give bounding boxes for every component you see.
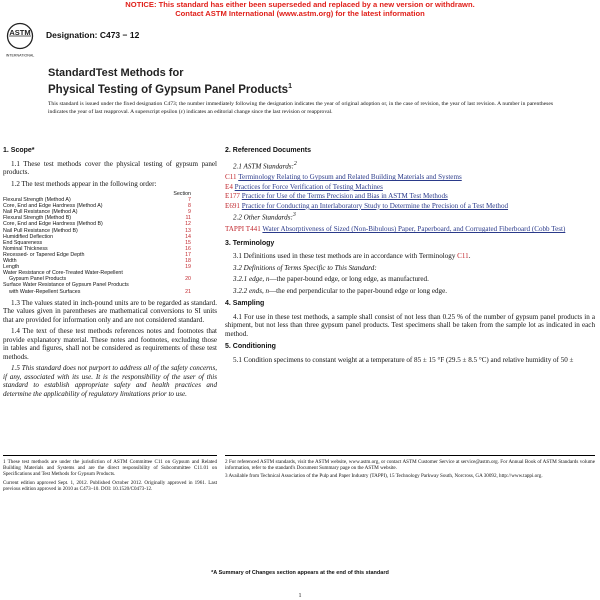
scope-1-1: 1.1 These test methods cover the physical testing of gypsum panel products.	[3, 159, 217, 176]
scope-1-2: 1.2 The test methods appear in the following order:	[11, 179, 157, 188]
reference-item	[225, 202, 595, 211]
title-line-2: Physical Testing of Gypsum Panel Products$^1$	[48, 83, 292, 96]
title-footnote-ref: 1	[288, 83, 292, 90]
toc-section-header: Section	[173, 191, 191, 197]
summary-of-changes-note: *A Summary of Changes section appears at the end of this standard	[211, 570, 389, 576]
toc-section-link[interactable]: 12	[185, 221, 191, 228]
footnote-1-edition: Current edition approved Sept. 1, 2012. Published October 2012. Originally approved in 1961. Last previous edition approved in 2010 as C473–10. DOI: 10.1520/C0473-12.	[3, 479, 217, 492]
scope-heading: 1. Scope*	[3, 147, 35, 154]
toc-section-link[interactable]: 14	[185, 233, 191, 240]
footnotes-right	[225, 455, 595, 482]
toc-title: Nail Pull Resistance (Method A)	[3, 209, 78, 216]
scope-1-3: 1.3 The values stated in inch-pound units are to be regarded as standard. The values given in parentheses are mathematical conversions to SI units that are provided for information only and are not considered standard.	[3, 298, 217, 324]
test-methods-order-table	[3, 191, 217, 295]
terminology-3-2-1: 3.2.1 edge, n—the paper-bound edge, or long edge, as manufactured.	[233, 275, 429, 284]
toc-title: Humidified Deflection	[3, 233, 54, 240]
toc-section-link[interactable]: 7	[188, 197, 191, 204]
refdocs-heading: 2. Referenced Documents	[225, 147, 311, 154]
footnotes-left	[3, 455, 217, 494]
terminology-3-2-2: 3.2.2 ends, n—the end perpendicular to the paper-bound edge or long edge.	[233, 286, 447, 295]
toc-section-link[interactable]: 11	[185, 215, 191, 222]
other-standards-label: 2.2 Other Standards:$^3$	[233, 212, 296, 222]
toc-title: Core, End and Edge Hardness (Method B)	[3, 221, 103, 228]
issued-note: This standard is issued under the fixed designation C473; the number immediately following the designation indicates the year of original adoption or, in the case of revision, the year of last revision. A number in parentheses indicates the year of last reapproval. A superscript epsilon (ε) indicates an editorial change since the last revision or reapproval.	[48, 101, 553, 115]
toc-title: Gypsum Panel Products	[9, 276, 67, 283]
toc-title: Length	[3, 264, 20, 271]
notice-line-2: Contact ASTM International (www.astm.org) for the latest information	[175, 9, 425, 18]
reference-title-link[interactable]: Terminology Relating to Gypsum and Related Building Materials and Systems	[238, 173, 462, 182]
toc-section-link[interactable]: 18	[185, 258, 191, 265]
title-line-1: StandardTest Methods for	[48, 67, 184, 79]
toc-section-link[interactable]: 21	[185, 288, 191, 295]
reference-title-link[interactable]: Practice for Conducting an Interlaboratory Study to Determine the Precision of a Test Method	[241, 201, 509, 210]
toc-title: Nail Pull Resistance (Method B)	[3, 227, 78, 234]
toc-row	[3, 289, 217, 295]
reference-item	[225, 173, 595, 182]
other-reference-list	[225, 225, 595, 234]
astm-reference-list	[225, 173, 595, 210]
toc-section-link[interactable]: 16	[185, 245, 191, 252]
astm-standards-label: 2.1 ASTM Standards:$^2$	[233, 160, 297, 170]
reference-item	[225, 225, 595, 234]
toc-title: Core, End and Edge Hardness (Method A)	[3, 203, 103, 210]
toc-title: Flexural Strength (Method B)	[3, 215, 72, 222]
reference-code-link[interactable]: E691	[225, 201, 240, 210]
page-number: 1	[298, 593, 302, 599]
notice-line-1: NOTICE: This standard has either been superseded and replaced by a new version or withdrawn.	[125, 0, 475, 9]
toc-section-link[interactable]: 9	[188, 209, 191, 216]
terminology-3-1: 3.1 Definitions used in these test methods are in accordance with Terminology C11.	[233, 252, 471, 261]
toc-title: Recessed- or Tapered Edge Depth	[3, 251, 85, 258]
reference-title-link[interactable]: Practices for Force Verification of Testing Machines	[234, 182, 383, 191]
right-column	[225, 147, 595, 367]
scope-1-4: 1.4 The text of these test methods references notes and footnotes that provide explanatory material. These notes and footnotes, excluding those in tables and figures, shall not be considered as requirements of these test methods.	[3, 327, 217, 361]
toc-title: Flexural Strength (Method A)	[3, 197, 71, 204]
footnote-1: 1 These test methods are under the jurisdiction of ASTM Committee C11 on Gypsum and Related Building Materials and Systems and are the direct responsibility of Subcommittee C11.01 on Specifications and Test Methods for Gypsum Products.	[3, 459, 217, 478]
toc-title: Nominal Thickness	[3, 245, 48, 252]
terminology-heading: 3. Terminology	[225, 239, 275, 247]
supersede-notice	[0, 0, 600, 18]
toc-section-link[interactable]: 13	[185, 227, 191, 234]
sampling-heading: 4. Sampling	[225, 300, 265, 308]
toc-title: with Water-Repellent Surfaces	[9, 288, 81, 295]
reference-title-link[interactable]: Water Absorptiveness of Sized (Non-Bibulous) Paper, Paperboard, and Corrugated Fiberboard (Cobb Test)	[262, 225, 566, 234]
toc-title: End Squareness	[3, 239, 43, 246]
left-column	[3, 147, 217, 401]
reference-code-link[interactable]: TAPPI T441	[225, 225, 261, 234]
astm-logo	[4, 22, 36, 62]
toc-section-link[interactable]: 8	[188, 203, 191, 210]
footnote-2: 2 For referenced ASTM standards, visit the ASTM website, www.astm.org, or contact ASTM Customer Service at service@astm.org. For Annual Book of ASTM Standards volume information, refer to the standard's Document Summary page on the ASTM website.	[225, 459, 595, 472]
toc-section-link[interactable]: 17	[185, 251, 191, 258]
terminology-3-2: 3.2 Definitions of Terms Specific to This Standard:	[233, 263, 377, 272]
logo-text: ASTM	[9, 28, 31, 37]
toc-title: Width	[3, 258, 17, 265]
scope-1-5: 1.5 This standard does not purport to address all of the safety concerns, if any, associated with its use. It is the responsibility of the user of this standard to establish appropriate safety and health practices and determine the applicability of regulatory limitations prior to use.	[3, 364, 217, 398]
document-title	[48, 67, 568, 97]
conditioning-heading: 5. Conditioning	[225, 343, 276, 351]
reference-code-link[interactable]: C11	[225, 173, 237, 182]
c11-link[interactable]: C11	[457, 252, 469, 261]
toc-section-link[interactable]: 20	[185, 276, 191, 283]
reference-item	[225, 192, 595, 201]
conditioning-5-1: 5.1 Condition specimens to constant weight at a temperature of 85 ± 15 °F (29.5 ± 8.5 °C) and relative humidity of 50 ±	[233, 355, 574, 364]
designation: Designation: C473 − 12	[46, 30, 140, 40]
toc-section-link[interactable]: 19	[185, 264, 191, 271]
footnote-3: 3 Available from Technical Association of the Pulp and Paper Industry (TAPPI), 15 Technology Parkway South, Norcross, GA 30092, http://www.tappi.org.	[225, 473, 543, 480]
reference-code-link[interactable]: E4	[225, 182, 233, 191]
logo-subtext: INTERNATIONAL	[5, 53, 35, 58]
toc-title: Surface Water Resistance of Gypsum Panel Products	[3, 282, 129, 289]
toc-title: Water Resistance of Core-Treated Water-Repellent	[3, 270, 123, 277]
sampling-4-1: 4.1 For use in these test methods, a sample shall consist of not less than 0.25 % of the number of gypsum panel products in a shipment, but not less than three gypsum panel products. Test specimens shall be taken from the sample lot as indicated in each method.	[225, 312, 595, 338]
reference-code-link[interactable]: E177	[225, 192, 240, 201]
toc-section-link[interactable]: 15	[185, 239, 191, 246]
reference-item	[225, 183, 595, 192]
reference-title-link[interactable]: Practice for Use of the Terms Precision and Bias in ASTM Test Methods	[241, 192, 448, 201]
